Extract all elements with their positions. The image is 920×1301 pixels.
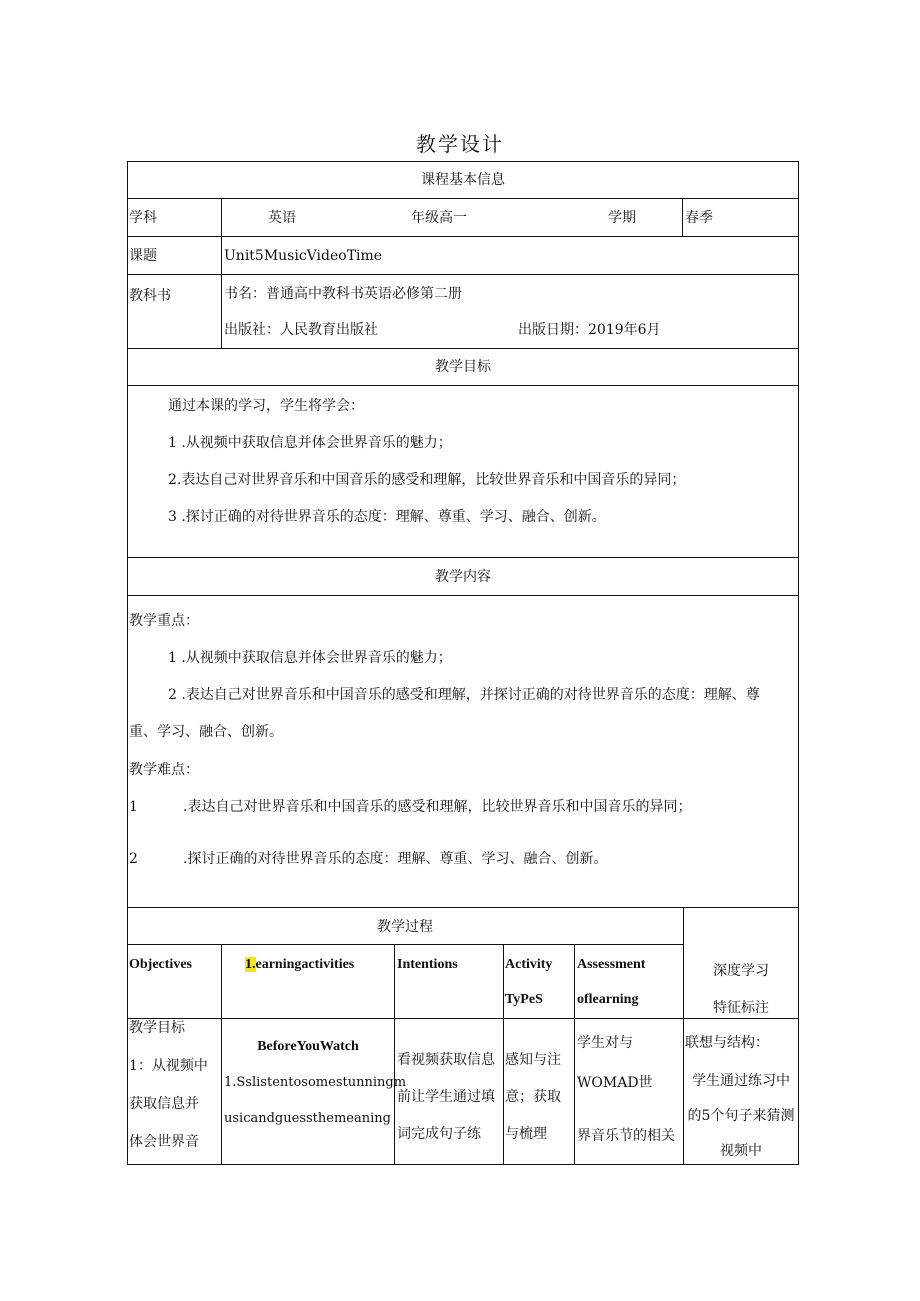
activity-title: BeforeYouWatch [257,1039,359,1054]
deep-learning-line: 视频中 [720,1143,762,1159]
key-point-item: 2 .表达自己对世界音乐和中国音乐的感受和理解，并探讨正确的对待世界音乐的态度：理解、尊 [168,687,760,703]
assessment-line: 学生对与 [577,1035,633,1051]
publish-date: 出版日期：2019年6月 [518,322,661,338]
publisher: 出版社：人民教育出版社 [224,322,378,338]
intention-line: 前让学生通过填 [397,1089,495,1105]
topic-value: Unit5MusicVideoTime [224,248,383,264]
activity-line: 1.Sslistentosomestunningm [224,1075,407,1090]
difficult-item-text: .表达自己对世界音乐和中国音乐的感受和理解，比较世界音乐和中国音乐的异同； [183,799,692,815]
activity-line: usicandguessthemeaning [224,1111,391,1126]
difficult-item-number: 1 [129,799,138,815]
difficult-item-number: 2 [129,851,138,867]
col-activity-types-line2: TyPeS [505,992,543,1007]
activity-type-line: 与梳理 [505,1126,547,1142]
col-intentions: Intentions [397,957,458,972]
textbook-label: 教科书 [129,288,171,304]
deep-learning-line: 学生通过练习中 [692,1073,790,1089]
subject-value: 英语 [268,210,296,226]
key-points-label: 教学重点： [129,613,199,629]
difficult-points-label: 教学难点： [129,762,199,778]
highlight-mark: 1. [245,957,256,972]
row-objective-line: 获取信息并 [129,1096,199,1112]
row-objective-line: 体会世界音 [129,1134,199,1150]
key-point-item: 1 .从视频中获取信息并体会世界音乐的魅力； [168,650,452,666]
intention-line: 看视频获取信息 [397,1052,495,1068]
page-title: 教学设计 [416,132,504,156]
col-activity-types-line1: Activity [505,957,553,972]
objective-item: 1 .从视频中获取信息并体会世界音乐的魅力； [168,435,452,451]
col-objectives: Objectives [129,957,192,972]
objectives-header: 教学目标 [435,359,491,375]
basic-info-header: 课程基本信息 [421,172,505,188]
subject-label: 学科 [129,210,157,226]
assessment-line: WOMAD世 [577,1075,653,1091]
activity-type-line: 意；获取 [505,1089,561,1105]
content-header: 教学内容 [435,569,491,585]
process-header: 教学过程 [377,919,433,935]
activity-type-line: 感知与注 [505,1052,561,1068]
topic-label: 课题 [129,248,157,264]
intention-line: 词完成句子练 [397,1126,481,1142]
col-learning-activities: 1.earningactivities [245,957,355,972]
objective-item: 2.表达自己对世界音乐和中国音乐的感受和理解，比较世界音乐和中国音乐的异同； [168,472,686,488]
difficult-item-text: .探讨正确的对待世界音乐的态度：理解、尊重、学习、融合、创新。 [183,851,608,867]
term-label: 学期 [608,210,636,226]
objectives-intro: 通过本课的学习，学生将学会： [168,398,364,414]
grade-value: 年级高一 [411,210,467,226]
col-assessment-line1: Assessment [577,957,646,972]
col-assessment-line2: oflearning [577,992,639,1007]
deep-learning-line: 的5个句子来猜测 [687,1108,795,1124]
assessment-line: 界音乐节的相关 [577,1128,675,1144]
term-value: 春季 [685,210,713,226]
objective-item: 3 .探讨正确的对待世界音乐的态度：理解、尊重、学习、融合、创新。 [168,509,606,525]
row-objective-line: 1：从视频中 [129,1058,208,1074]
col-deep-learning-line1: 深度学习 [713,963,769,979]
deep-learning-line: 联想与结构： [685,1035,769,1051]
row-objective-line: 教学目标 [129,1020,185,1036]
key-point-item: 重、学习、融合、创新。 [129,724,283,740]
book-name: 书名：普通高中教科书英语必修第二册 [224,286,462,302]
col-deep-learning-line2: 特征标注 [713,1000,769,1016]
